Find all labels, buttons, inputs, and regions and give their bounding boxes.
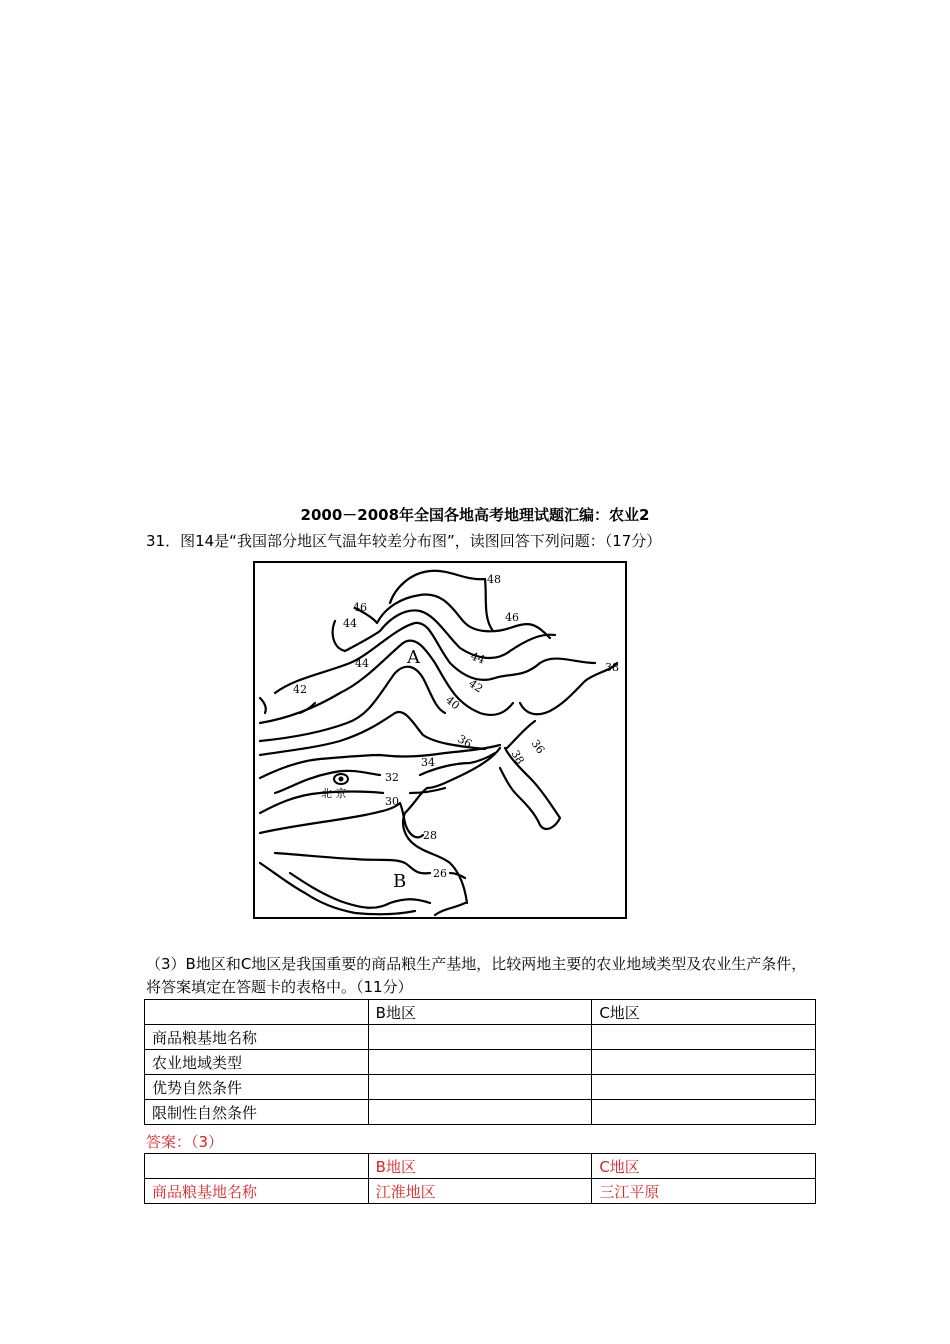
row-label: 限制性自然条件: [145, 1100, 369, 1125]
table-header-row: [145, 1154, 816, 1179]
isoline-label-38b: 38: [508, 748, 527, 767]
coast-south: [403, 748, 500, 915]
table-header-row: [145, 1000, 816, 1025]
table-cell: [145, 1154, 369, 1179]
table-cell[interactable]: [592, 1100, 816, 1125]
isoline-map-figure: [255, 563, 625, 917]
table-cell[interactable]: [368, 1025, 592, 1050]
isolines: [260, 571, 617, 915]
region-label-b: B: [393, 871, 407, 892]
answer-cell-b: 江淮地区: [368, 1179, 592, 1204]
answer-key-table: [144, 1153, 816, 1204]
answer-label: 答案：（3）: [146, 1133, 224, 1151]
isoline-label-30: 30: [385, 795, 399, 808]
table-row: [145, 1050, 816, 1075]
table-cell[interactable]: [592, 1050, 816, 1075]
row-label: 农业地域类型: [145, 1050, 369, 1075]
table-row: [145, 1179, 816, 1204]
isoline-label-42b: 42: [466, 676, 486, 696]
answer-sheet-table: [144, 999, 816, 1125]
answer-cell-c: 三江平原: [592, 1179, 816, 1204]
isoline-label-36a: 36: [455, 732, 475, 751]
isoline-label-42a: 42: [293, 683, 307, 696]
table-header-c: C地区: [592, 1154, 816, 1179]
beijing-marker: [334, 774, 348, 784]
temperature-range-map: [253, 561, 627, 919]
isoline-48: [390, 571, 493, 631]
isoline-south-1: [290, 873, 430, 908]
table-header-b: B地区: [368, 1000, 592, 1025]
row-label: 优势自然条件: [145, 1075, 369, 1100]
isoline-36: [260, 712, 535, 755]
document-title: 2000－2008年全国各地高考地理试题汇编：农业2: [300, 506, 650, 524]
isoline-40: [260, 667, 445, 741]
isoline-label-44b: 44: [355, 657, 369, 670]
isoline-label-32: 32: [385, 771, 399, 784]
isoline-28: [260, 803, 423, 837]
region-label-a: A: [407, 647, 420, 668]
table-cell[interactable]: [368, 1050, 592, 1075]
isoline-30: [260, 788, 445, 813]
isoline-label-26: 26: [433, 867, 447, 880]
isoline-44: [333, 610, 555, 658]
table-cell[interactable]: [592, 1075, 816, 1100]
isoline-46: [355, 595, 550, 638]
row-label: 商品粮基地名称: [145, 1025, 369, 1050]
isoline-label-44c: 44: [468, 649, 487, 667]
row-label: 商品粮基地名称: [145, 1179, 369, 1204]
table-row: [145, 1100, 816, 1125]
isoline-label-38a: 38: [605, 661, 619, 674]
question-31: 31．图14是“我国部分地区气温年较差分布图”，读图回答下列问题：（17分）: [146, 532, 662, 550]
table-header-c: C地区: [592, 1000, 816, 1025]
table-cell: [145, 1000, 369, 1025]
isoline-label-34: 34: [421, 756, 435, 769]
table-cell[interactable]: [368, 1100, 592, 1125]
table-cell[interactable]: [368, 1075, 592, 1100]
isoline-west-1: [260, 698, 266, 713]
isoline-label-28: 28: [423, 829, 437, 842]
table-header-b: B地区: [368, 1154, 592, 1179]
subquestion-3: （3）B地区和C地区是我国重要的商品粮生产基地，比较两地主要的农业地域类型及农业生产条件，将答案填定在答题卡的表格中。（11分）: [146, 955, 807, 996]
isoline-south-2: [260, 863, 415, 914]
table-cell[interactable]: [592, 1025, 816, 1050]
isoline-label-46b: 46: [505, 611, 519, 624]
table-row: [145, 1075, 816, 1100]
isoline-label-40: 40: [443, 693, 463, 713]
isoline-label-46a: 46: [353, 601, 367, 614]
city-label-beijing: 北 京: [321, 787, 347, 800]
isoline-label-36b: 36: [528, 737, 548, 757]
isoline-42: [275, 623, 595, 693]
coastline: [500, 663, 617, 829]
isoline-label-48: 48: [487, 573, 501, 586]
table-row: [145, 1025, 816, 1050]
isoline-label-44a: 44: [343, 617, 357, 630]
